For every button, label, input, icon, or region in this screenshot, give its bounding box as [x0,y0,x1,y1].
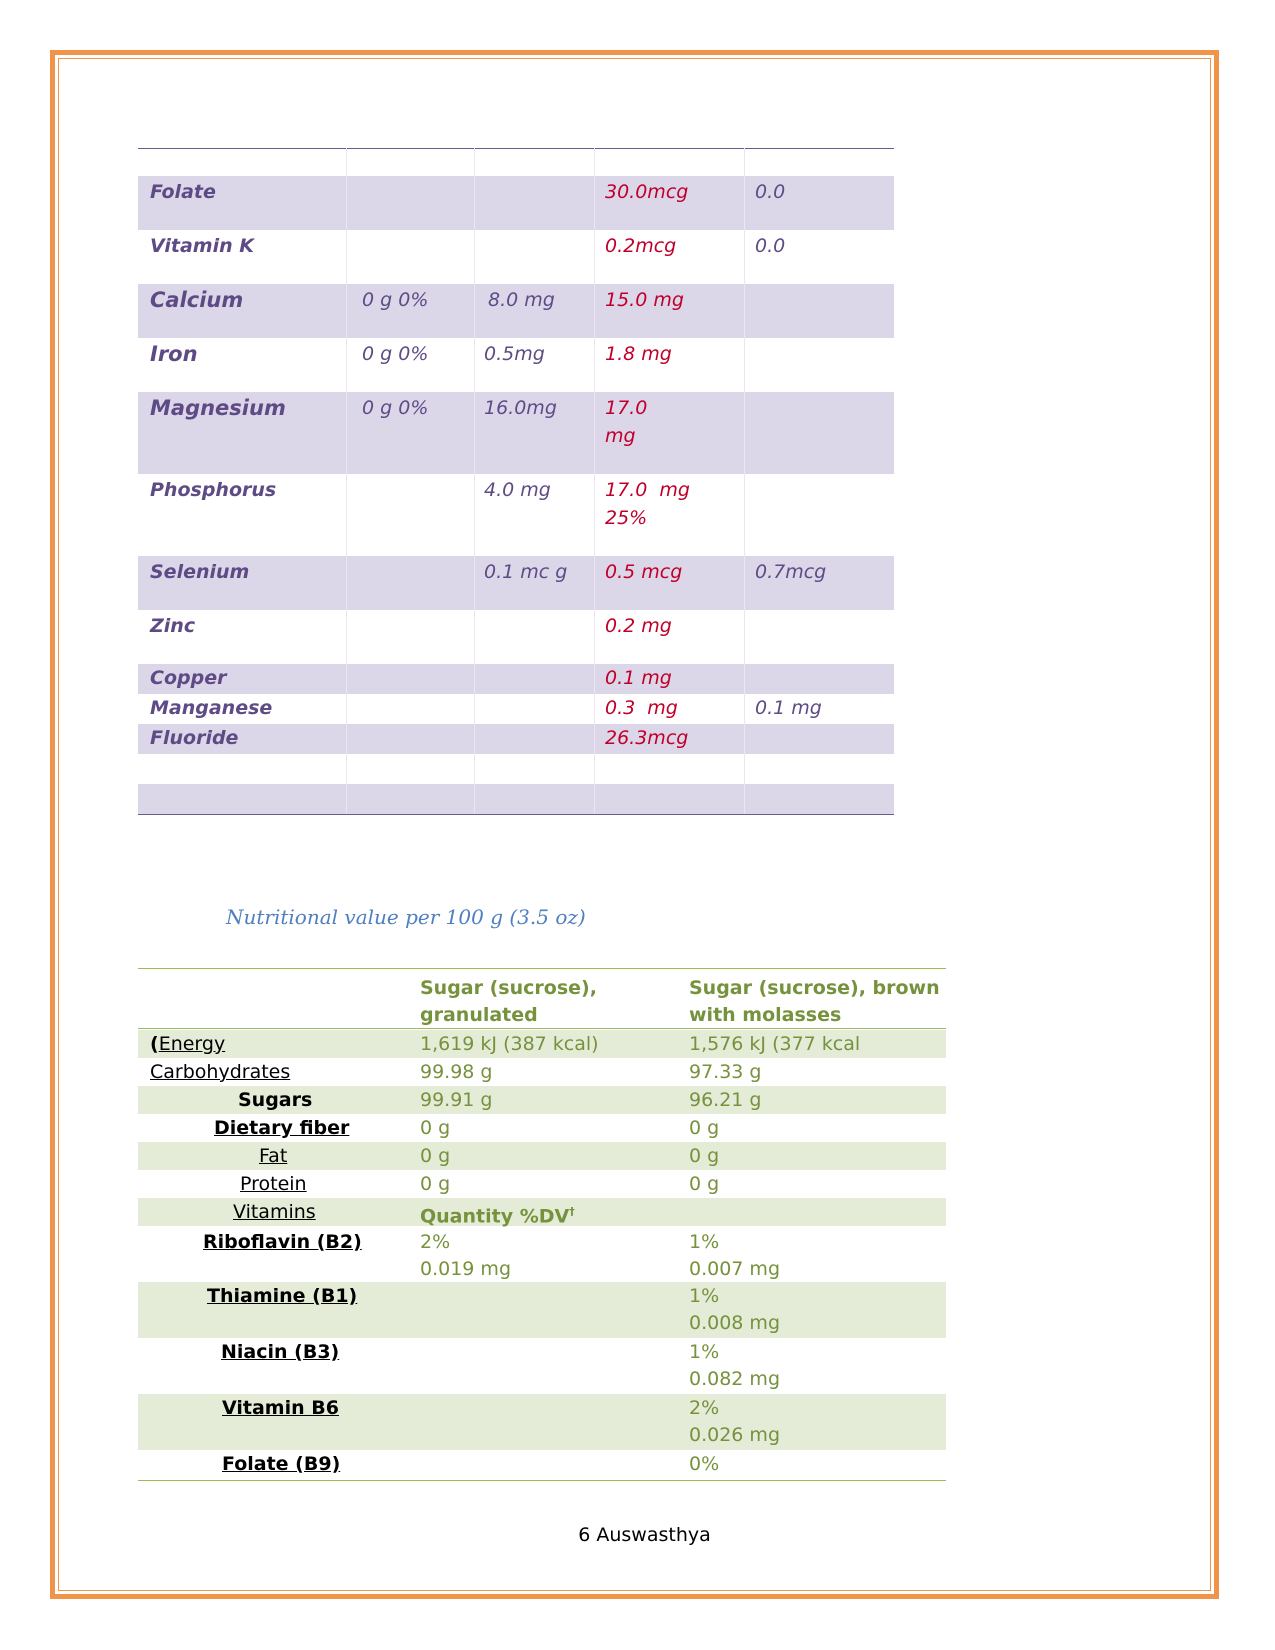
row-name: Folate [150,181,216,203]
column-divider [594,148,595,814]
row-label: Fat [259,1145,288,1167]
row-label: Vitamins [233,1201,316,1223]
table-row [138,338,894,392]
table-row [138,1394,946,1450]
row-value-granulated: 99.98 g [420,1061,493,1083]
row-value-c: 30.0mcg [605,181,689,203]
row-value-b: 0.1 mc g [484,561,568,583]
dagger-mark: † [569,1205,575,1218]
row-label-text: Energy [158,1033,226,1055]
row-value-c: 26.3mcg [605,727,689,749]
table-row [138,474,894,556]
row-label [150,1030,225,1058]
page-footer [0,1524,1275,1546]
header-col2-line1: Sugar (sucrose), brown [689,977,940,999]
row-label: Thiamine (B1) [207,1285,358,1307]
row-name: Phosphorus [150,479,277,501]
row-value-brown: 97.33 g [689,1061,762,1083]
row-value-granulated: 0 g [420,1173,451,1195]
row-value-brown-amount: 0.007 mg [689,1258,781,1280]
row-label: Protein [240,1173,307,1195]
row-value-d: 0.0 [755,181,786,203]
row-name: Vitamin K [150,235,254,257]
row-value-c: 15.0 mg [605,289,684,311]
table-row [138,230,894,284]
row-value-brown: 0 g [689,1145,720,1167]
header-col2-line2: with molasses [689,1004,842,1026]
header-col1-line2: granulated [420,1004,538,1026]
header-col1-line1: Sugar (sucrose), [420,977,597,999]
row-value-brown: 1% [689,1231,720,1253]
table-row [138,1142,946,1170]
row-value-granulated: 2% [420,1231,451,1253]
row-value-b: 4.0 mg [484,479,551,501]
table-row [138,1282,946,1338]
table-row-empty [138,784,894,814]
row-value-brown: 1% [689,1341,720,1363]
row-value-brown: 96.21 g [689,1089,762,1111]
table-row [138,1170,946,1198]
table-row [138,1114,946,1142]
row-value-d: 0.1 mg [755,697,822,719]
table-bottom-rule [138,1480,946,1481]
row-name: Magnesium [150,396,286,420]
row-name: Iron [150,342,198,366]
row-name: Selenium [150,561,250,583]
header-rule [138,1028,946,1029]
row-value-c-line2: 25% [605,507,648,529]
table-row [138,1086,946,1114]
row-value-c: 1.8 mg [605,343,672,365]
row-label: Niacin (B3) [221,1341,340,1363]
table-row [138,1338,946,1394]
table-row [138,664,894,694]
table-row [138,1450,946,1478]
row-label-paren: ( [150,1033,159,1055]
row-value-b: 0.5mg [484,343,545,365]
row-value-granulated: 99.91 g [420,1089,493,1111]
row-name: Calcium [150,288,244,312]
row-name: Manganese [150,697,273,719]
table-row [138,724,894,754]
table-row [138,284,894,338]
row-value-granulated: 0 g [420,1145,451,1167]
row-value-brown: 2% [689,1397,720,1419]
column-divider [346,148,347,814]
table-row [138,1030,946,1058]
table-row [138,1058,946,1086]
row-value-a: 0 g 0% [362,343,429,365]
row-value-granulated-amount: 0.019 mg [420,1258,512,1280]
column-divider [744,148,745,814]
row-value-c: 0.2 mg [605,615,672,637]
row-value-brown: 1% [689,1285,720,1307]
row-name: Copper [150,667,227,689]
row-value-brown: 0 g [689,1117,720,1139]
table-top-rule [138,968,946,969]
column-divider [474,148,475,814]
table-row [138,1198,946,1226]
row-value-c-line2: mg [605,425,636,447]
row-value-b: 8.0 mg [488,289,555,311]
row-value-brown-amount: 0.026 mg [689,1424,781,1446]
row-value-granulated: 0 g [420,1117,451,1139]
quantity-dv-label: Quantity %DV [420,1205,570,1228]
table-row [138,610,894,664]
row-label: Folate (B9) [222,1453,341,1475]
table-row [138,1226,946,1282]
row-name: Fluoride [150,727,239,749]
table-top-rule [138,148,894,149]
row-value-brown: 0% [689,1453,720,1475]
row-value-a: 0 g 0% [362,289,429,311]
row-value-d: 0.7mcg [755,561,827,583]
table-row [138,556,894,610]
row-label: Riboflavin (B2) [203,1231,362,1253]
row-value-granulated: 1,619 kJ (387 kcal) [420,1033,599,1055]
row-value-d: 0.0 [755,235,786,257]
row-name: Zinc [150,615,196,637]
row-value-c: 0.2mcg [605,235,677,257]
row-value-c: 0.5 mcg [605,561,683,583]
row-value-brown-amount: 0.082 mg [689,1368,781,1390]
row-value-brown-amount: 0.008 mg [689,1312,781,1334]
row-label: Vitamin B6 [222,1397,339,1419]
table-row [138,392,894,474]
row-label: Sugars [238,1089,313,1111]
table-caption: Nutritional value per 100 g (3.5 oz) [226,905,586,929]
row-value-c: 17.0 [605,397,648,419]
table-row [138,176,894,230]
table-bottom-rule [138,814,894,815]
row-value-a: 0 g 0% [362,397,429,419]
row-value-brown: 0 g [689,1173,720,1195]
row-label: Dietary fiber [214,1117,350,1139]
table-row-empty [138,754,894,784]
row-value-c: 17.0 mg [605,479,690,501]
row-value-b: 16.0mg [484,397,557,419]
row-value-brown: 1,576 kJ (377 kcal [689,1033,861,1055]
page-number-label: 6 Auswasthya [578,1524,711,1546]
table-row [138,694,894,724]
row-label: Carbohydrates [150,1061,291,1083]
row-value-c: 0.3 mg [605,697,678,719]
row-value-c: 0.1 mg [605,667,672,689]
